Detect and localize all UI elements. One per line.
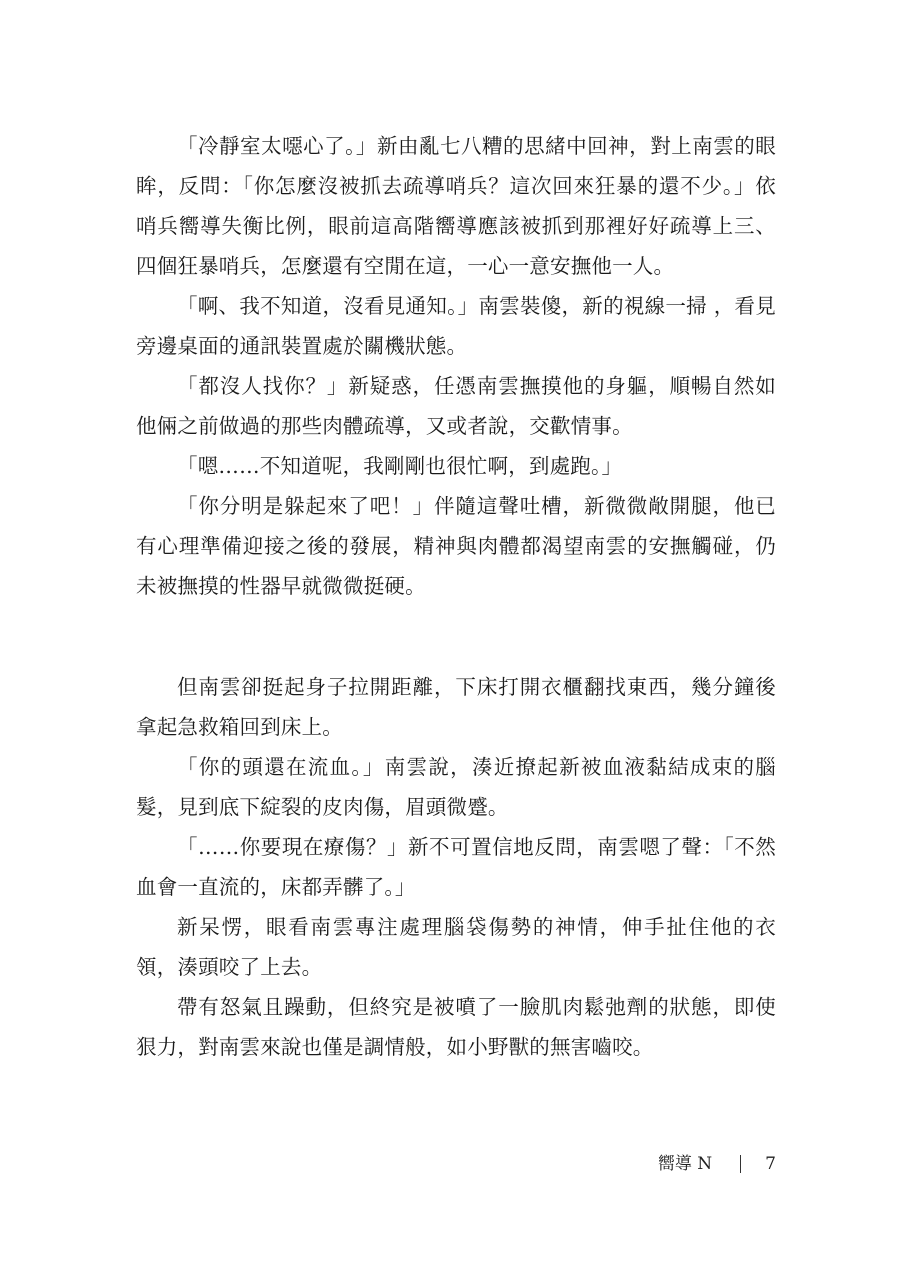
paragraph: 「啊、我不知道，沒看見通知。」南雲裝傻，新的視線一掃 ，看見旁邊桌面的通訊裝置處於關機狀態。 xyxy=(136,294,776,358)
running-title: 嚮導 N xyxy=(657,1154,713,1174)
body-text-section-1 xyxy=(136,126,776,606)
paragraph: 新呆愣，眼看南雲專注處理腦袋傷勢的神情，伸手扯住他的衣領，湊頭咬了上去。 xyxy=(136,915,776,979)
paragraph: 「都沒人找你？」新疑惑，任憑南雲撫摸他的身軀，順暢自然如他倆之前做過的那些肉體疏導，又或者說，交歡情事。 xyxy=(136,374,776,438)
page-footer xyxy=(600,1152,776,1176)
paragraph: 「嗯……不知道呢，我剛剛也很忙啊，到處跑。」 xyxy=(177,454,623,478)
body-text-section-2 xyxy=(136,667,776,1067)
paragraph: 帶有怒氣且躁動，但終究是被噴了一臉肌肉鬆弛劑的狀態，即使狠力，對南雲來說也僅是調情般，如小野獸的無害嚙咬。 xyxy=(136,995,776,1059)
paragraph: 「你的頭還在流血。」南雲說，湊近撩起新被血液黏結成束的腦髮，見到底下綻裂的皮肉傷，眉頭微蹙。 xyxy=(136,755,776,819)
paragraph: 「冷靜室太噁心了。」新由亂七八糟的思緒中回神，對上南雲的眼眸，反問：「你怎麼沒被抓去疏導哨兵？這次回來狂暴的還不少。」依哨兵嚮導失衡比例，眼前這高階嚮導應該被抓到那裡好好疏導上三、四個狂暴哨兵，怎麼還有空閒在這，一心一意安撫他一人。 xyxy=(136,134,776,278)
paragraph: 「你分明是躲起來了吧！」伴隨這聲吐槽，新微微敞開腿，他已有心理準備迎接之後的發展，精神與肉體都渴望南雲的安撫觸碰，仍未被撫摸的性器早就微微挺硬。 xyxy=(136,494,776,598)
paragraph: 「……你要現在療傷？」新不可置信地反問，南雲嗯了聲：「不然血會一直流的，床都弄髒了。」 xyxy=(136,835,776,899)
footer-divider xyxy=(740,1155,741,1173)
page-number: 7 xyxy=(765,1154,776,1174)
paragraph: 但南雲卻挺起身子拉開距離，下床打開衣櫃翻找東西，幾分鐘後拿起急救箱回到床上。 xyxy=(136,675,776,739)
